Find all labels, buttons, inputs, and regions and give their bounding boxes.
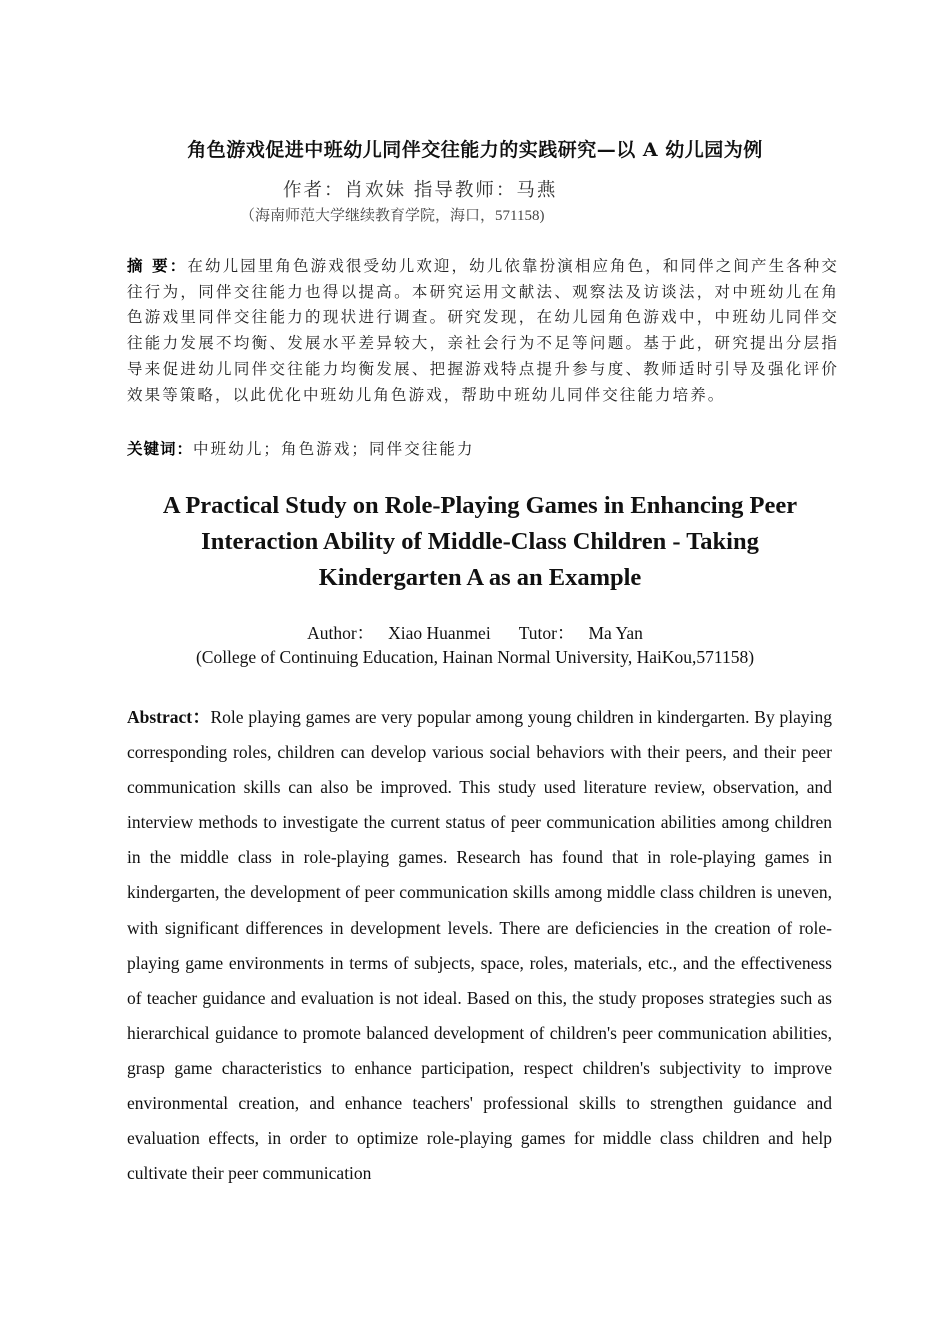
- chinese-abstract: [127, 254, 839, 408]
- author-label: Author：: [307, 623, 375, 643]
- chinese-affiliation: （海南师范大学继续教育学院，海口，571158): [240, 208, 545, 224]
- english-abstract-text: Role playing games are very popular among young children in kindergarten. By playing corresponding roles, children can develop various social behaviors with their peers, and their peer communication skills can also be improved. This study used literature review, observation, and interview methods to investigate the current status of peer communication abilities among children in the middle class in role-playing games. Research has found that in role-playing games in kindergarten, the development of peer communication skills among middle class children is uneven, with significant differences in development levels. There are deficiencies in the creation of role-playing game environments in terms of subjects, space, roles, materials, etc., and the effectiveness of teacher guidance and evaluation is not ideal. Based on this, the study proposes strategies such as hierarchical guidance to promote balanced development of children's peer communication abilities, grasp game characteristics to enhance participation, respect children's subjectivity to improve environmental creation, and enhance teachers' professional skills to strengthen guidance and evaluation effects, in order to optimize role-playing games for middle class children and help cultivate their peer communication: [127, 707, 832, 1184]
- tutor-label: Tutor：: [518, 623, 575, 643]
- chinese-keywords-label: 关键词：: [127, 440, 194, 458]
- chinese-keywords: [127, 437, 475, 459]
- author-name: Xiao Huanmei: [388, 623, 491, 643]
- english-authors: [0, 620, 950, 645]
- chinese-keywords-text: 中班幼儿；角色游戏；同伴交往能力: [193, 440, 475, 458]
- english-title: A Practical Study on Role-Playing Games in Enhancing Peer Interaction Ability of Middle-Class Children - Taking Kindergarten A as an Example: [162, 492, 798, 591]
- chinese-title: 角色游戏促进中班幼儿同伴交往能力的实践研究—以 A 幼儿园为例: [187, 139, 763, 161]
- tutor-name: Ma Yan: [588, 623, 643, 643]
- english-affiliation: (College of Continuing Education, Hainan Normal University, HaiKou,571158): [195, 647, 755, 667]
- chinese-abstract-label: 摘 要：: [127, 257, 188, 275]
- chinese-authors: 作者：肖欢妹 指导教师：马燕: [283, 180, 558, 201]
- english-abstract-label: Abstract：: [127, 707, 211, 727]
- english-abstract: [127, 700, 832, 1191]
- chinese-abstract-text: 在幼儿园里角色游戏很受幼儿欢迎，幼儿依靠扮演相应角色，和同伴之间产生各种交往行为，同伴交往能力也得以提高。本研究运用文献法、观察法及访谈法，对中班幼儿在角色游戏里同伴交往能力的现状进行调查。研究发现，在幼儿园角色游戏中，中班幼儿同伴交往能力发展不均衡、发展水平差异较大，亲社会行为不足等问题。基于此，研究提出分层指导来促进幼儿同伴交往能力均衡发展、把握游戏特点提升参与度、教师适时引导及强化评价效果等策略，以此优化中班幼儿角色游戏，帮助中班幼儿同伴交往能力培养。: [127, 257, 840, 404]
